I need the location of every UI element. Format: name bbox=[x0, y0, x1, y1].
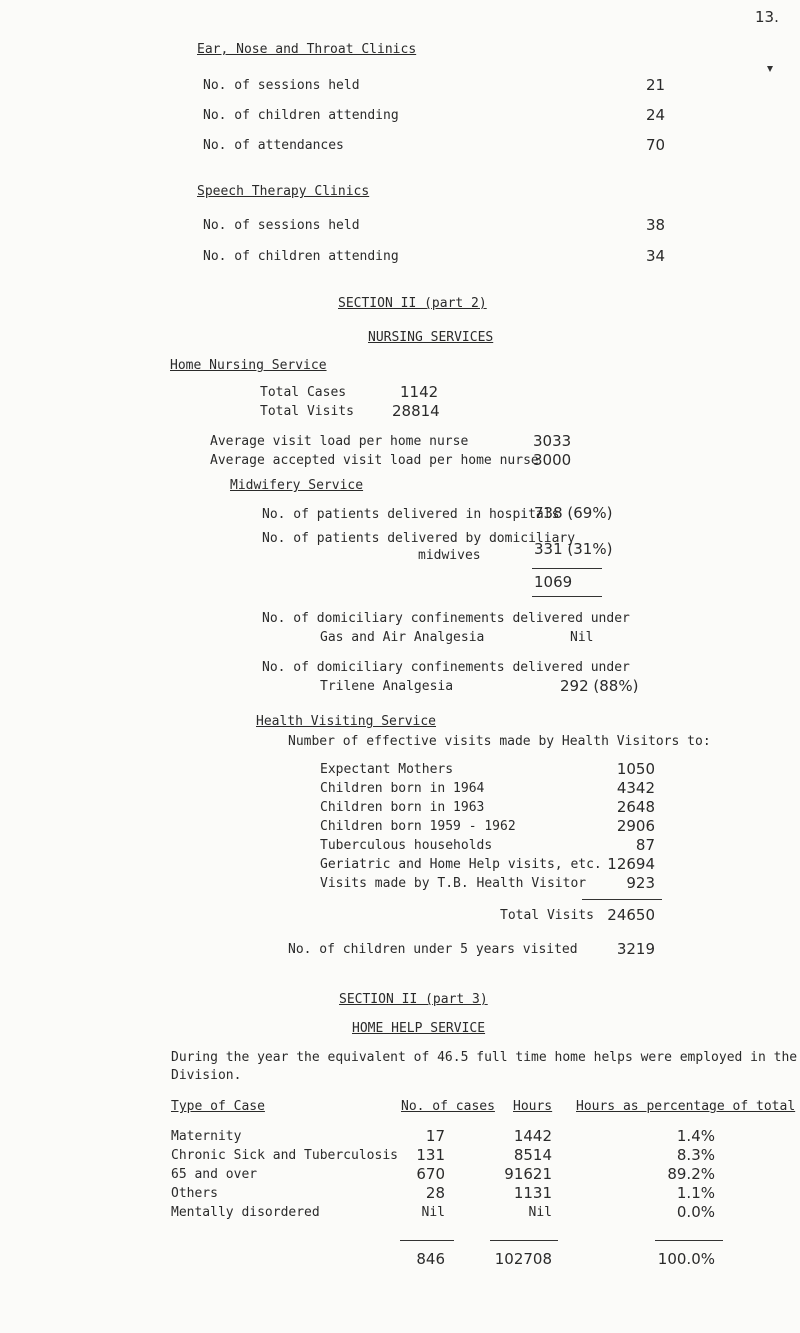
table-cell-cases: 670 bbox=[416, 1165, 445, 1183]
table-cell-percentage: 0.0% bbox=[676, 1203, 715, 1221]
accepted-load-value: 3000 bbox=[533, 451, 572, 469]
under5-value: 3219 bbox=[616, 940, 655, 958]
hv-row-value: 12694 bbox=[607, 855, 655, 873]
total-cases-label: Total Cases bbox=[260, 385, 347, 400]
gas-label-2: Gas and Air Analgesia bbox=[320, 630, 485, 645]
table-cell-type: Mentally disordered bbox=[171, 1205, 320, 1220]
avg-load-value: 3033 bbox=[533, 432, 572, 450]
home-nursing-heading: Home Nursing Service bbox=[170, 358, 327, 373]
table-cell-cases: 28 bbox=[425, 1184, 445, 1202]
midwifery-total: 1069 bbox=[534, 573, 573, 591]
table-cell-percentage: 1.1% bbox=[676, 1184, 715, 1202]
trilene-label-2: Trilene Analgesia bbox=[320, 679, 454, 694]
domiciliary-value: 331 (31%) bbox=[534, 540, 613, 558]
table-cell-percentage: 89.2% bbox=[667, 1165, 715, 1183]
domiciliary-label-1: No. of patients delivered by domiciliary bbox=[262, 531, 576, 546]
hospital-label: No. of patients delivered in hospitals bbox=[262, 507, 560, 522]
table-cell-hours: 1442 bbox=[513, 1127, 552, 1145]
col-header-percentage: Hours as percentage of total bbox=[576, 1099, 796, 1114]
table-cell-cases: 17 bbox=[425, 1127, 445, 1145]
total-visits-value: 28814 bbox=[392, 402, 440, 420]
ent-attendances-value: 70 bbox=[646, 136, 666, 154]
table-cell-percentage: 1.4% bbox=[676, 1127, 715, 1145]
table-cell-hours: 8514 bbox=[513, 1146, 552, 1164]
speech-heading: Speech Therapy Clinics bbox=[197, 184, 370, 199]
table-cell-hours: Nil bbox=[528, 1205, 552, 1220]
table-cell-hours: 1131 bbox=[513, 1184, 552, 1202]
hospital-value: 738 (69%) bbox=[534, 504, 613, 522]
hv-total-value: 24650 bbox=[607, 906, 655, 924]
hv-total-rule bbox=[582, 899, 662, 900]
hv-total-label: Total Visits bbox=[500, 908, 594, 923]
ent-children-label: No. of children attending bbox=[203, 108, 399, 123]
table-cell-type: Others bbox=[171, 1186, 218, 1201]
hours-total: 102708 bbox=[494, 1250, 552, 1268]
table-cell-cases: Nil bbox=[421, 1205, 445, 1220]
col-header-cases: No. of cases bbox=[401, 1099, 495, 1114]
accepted-load-label: Average accepted visit load per home nurse bbox=[210, 453, 539, 468]
col-header-hours: Hours bbox=[513, 1099, 553, 1114]
health-visiting-heading: Health Visiting Service bbox=[256, 714, 437, 729]
gas-label-1: No. of domiciliary confinements delivered under bbox=[262, 611, 630, 626]
section2-subtitle: NURSING SERVICES bbox=[368, 330, 494, 345]
percentage-total: 100.0% bbox=[657, 1250, 715, 1268]
hv-row-value: 2648 bbox=[616, 798, 655, 816]
gas-value: Nil bbox=[570, 630, 594, 645]
hv-row-value: 87 bbox=[635, 836, 655, 854]
percentage-total-rule bbox=[655, 1240, 723, 1241]
hv-row-label: Visits made by T.B. Health Visitor bbox=[320, 876, 587, 891]
avg-load-label: Average visit load per home nurse bbox=[210, 434, 469, 449]
ent-heading: Ear, Nose and Throat Clinics bbox=[197, 42, 417, 57]
hv-row-label: Children born in 1964 bbox=[320, 781, 485, 796]
hv-row-label: Expectant Mothers bbox=[320, 762, 454, 777]
ent-attendances-label: No. of attendances bbox=[203, 138, 344, 153]
page-number: 13. bbox=[755, 8, 779, 26]
table-cell-cases: 131 bbox=[416, 1146, 445, 1164]
speech-children-value: 34 bbox=[646, 247, 666, 265]
midwifery-total-rule bbox=[532, 568, 602, 569]
home-help-intro-1: During the year the equivalent of 46.5 full time home helps were employed in the bbox=[171, 1050, 798, 1065]
table-cell-type: 65 and over bbox=[171, 1167, 258, 1182]
hv-row-label: Tuberculous households bbox=[320, 838, 493, 853]
hv-row-value: 2906 bbox=[616, 817, 655, 835]
trilene-value: 292 (88%) bbox=[560, 677, 639, 695]
under5-label: No. of children under 5 years visited bbox=[288, 942, 578, 957]
section3-title: SECTION II (part 3) bbox=[339, 992, 488, 1007]
cases-total: 846 bbox=[416, 1250, 445, 1268]
total-visits-label: Total Visits bbox=[260, 404, 354, 419]
ent-sessions-value: 21 bbox=[646, 76, 666, 94]
speech-sessions-label: No. of sessions held bbox=[203, 218, 360, 233]
hv-row-value: 1050 bbox=[616, 760, 655, 778]
section2-title: SECTION II (part 2) bbox=[338, 296, 487, 311]
cases-total-rule bbox=[400, 1240, 454, 1241]
hv-row-label: Children born 1959 - 1962 bbox=[320, 819, 516, 834]
health-visiting-intro: Number of effective visits made by Health Visitors to: bbox=[288, 734, 711, 749]
margin-mark bbox=[767, 66, 773, 72]
speech-sessions-value: 38 bbox=[646, 216, 666, 234]
ent-children-value: 24 bbox=[646, 106, 666, 124]
hv-row-label: Geriatric and Home Help visits, etc. bbox=[320, 857, 602, 872]
table-cell-percentage: 8.3% bbox=[676, 1146, 715, 1164]
table-cell-type: Maternity bbox=[171, 1129, 242, 1144]
domiciliary-label-2: midwives bbox=[418, 548, 481, 563]
hv-row-label: Children born in 1963 bbox=[320, 800, 485, 815]
midwifery-heading: Midwifery Service bbox=[230, 478, 364, 493]
hours-total-rule bbox=[490, 1240, 558, 1241]
hv-row-value: 923 bbox=[626, 874, 655, 892]
section3-subtitle: HOME HELP SERVICE bbox=[352, 1021, 486, 1036]
trilene-label-1: No. of domiciliary confinements delivered under bbox=[262, 660, 630, 675]
speech-children-label: No. of children attending bbox=[203, 249, 399, 264]
col-header-type: Type of Case bbox=[171, 1099, 265, 1114]
total-cases-value: 1142 bbox=[400, 383, 439, 401]
table-cell-type: Chronic Sick and Tuberculosis bbox=[171, 1148, 398, 1163]
ent-sessions-label: No. of sessions held bbox=[203, 78, 360, 93]
midwifery-total-underline bbox=[532, 596, 602, 597]
home-help-intro-2: Division. bbox=[171, 1068, 242, 1083]
table-cell-hours: 91621 bbox=[504, 1165, 552, 1183]
hv-row-value: 4342 bbox=[616, 779, 655, 797]
